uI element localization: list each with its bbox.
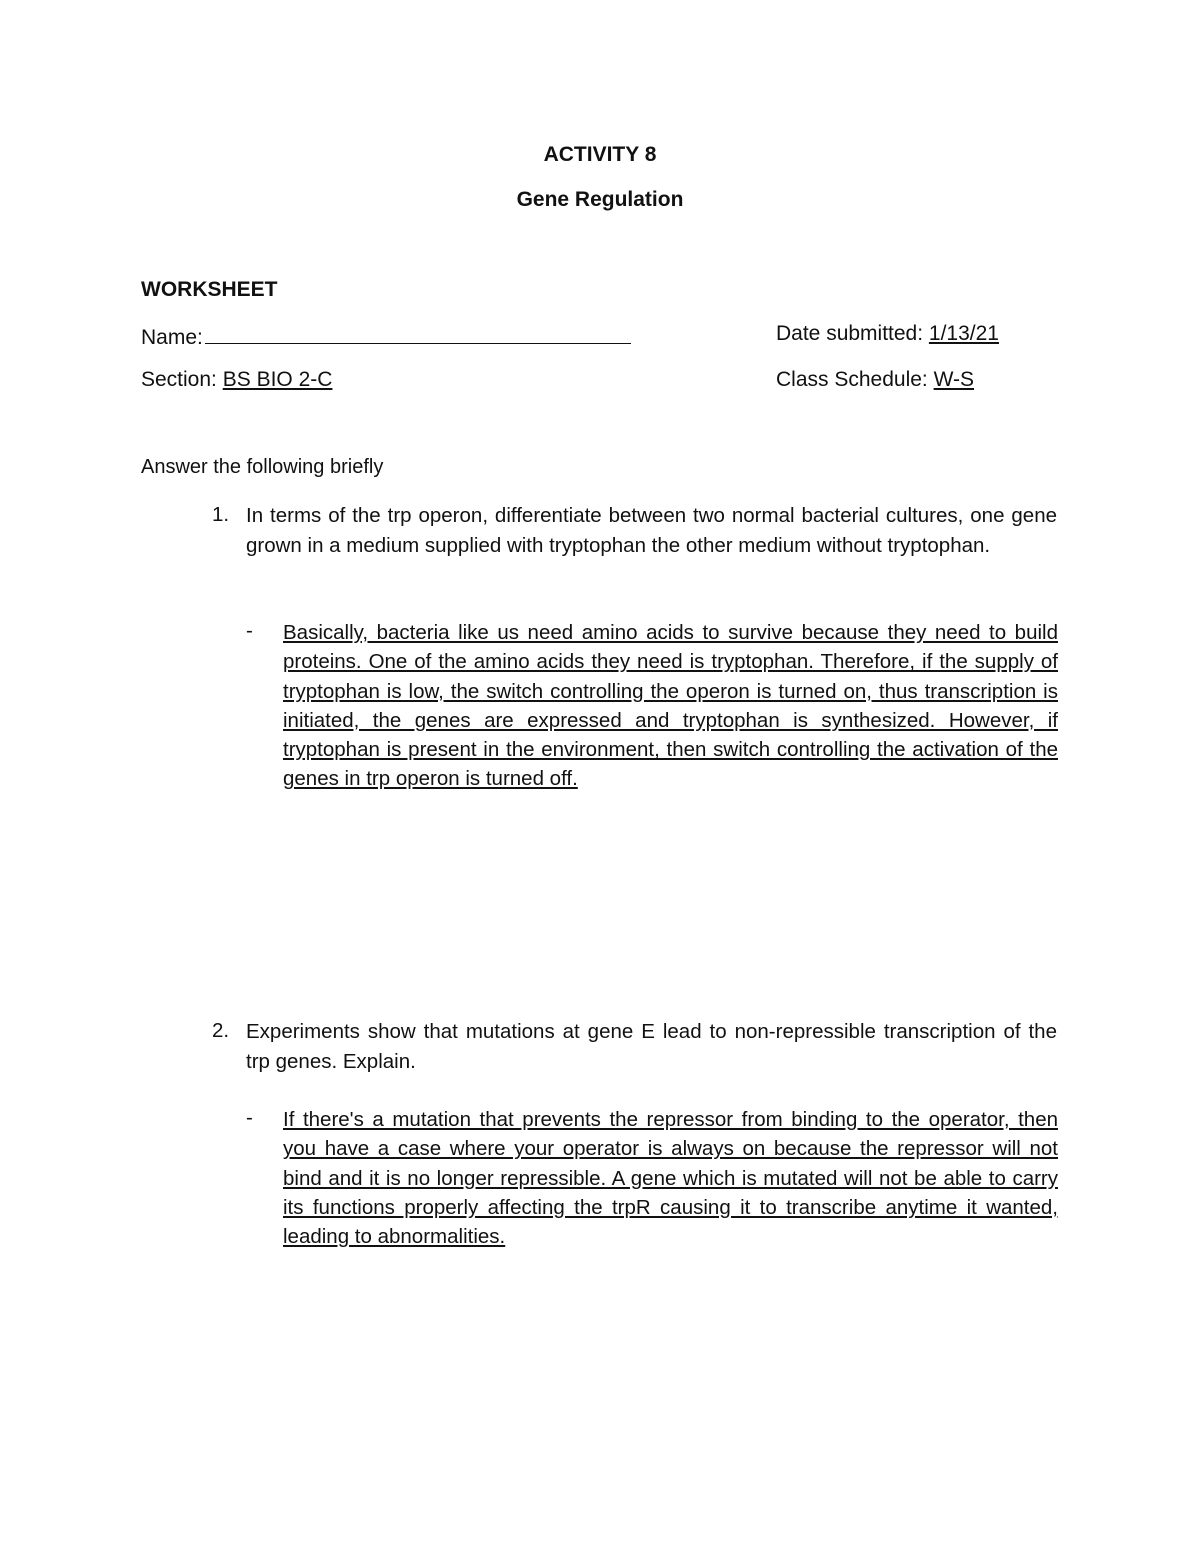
section-value: BS BIO 2-C: [222, 368, 333, 391]
date-value: 1/13/21: [928, 322, 999, 345]
section-field: [141, 368, 332, 392]
schedule-value: W-S: [933, 368, 975, 391]
answer-1-bullet: -: [246, 619, 253, 642]
name-field: [141, 322, 631, 350]
answer-2-bullet: -: [246, 1106, 253, 1129]
activity-title: ACTIVITY 8: [543, 143, 657, 166]
schedule-label: Class Schedule:: [776, 368, 934, 391]
date-field: [776, 322, 999, 346]
instructions: Answer the following briefly: [141, 456, 384, 478]
answer-2-text: If there's a mutation that prevents the repressor from binding to the operator, then you have a case where your operator is always on because the repressor will not bind and it is no longer repressible. A gene which is mutated will not be able to carry its functions properly affecting the trpR causing it to transcribe anytime it wanted, leading to abnormalities.: [283, 1108, 1058, 1249]
question-2-number: 2.: [212, 1019, 230, 1042]
date-label: Date submitted:: [776, 322, 929, 345]
worksheet-heading: WORKSHEET: [141, 278, 278, 301]
question-1-text: In terms of the trp operon, differentiate between two normal bacterial cultures, one gene grown in a medium supplied with tryptophan the other medium without tryptophan.: [246, 504, 1057, 557]
topic-title: Gene Regulation: [516, 188, 684, 211]
question-1-number: 1.: [212, 503, 230, 526]
schedule-field: [776, 368, 974, 392]
answer-1-text: Basically, bacteria like us need amino acids to survive because they need to build proteins. One of the amino acids they need is tryptophan. Therefore, if the supply of tryptophan is low, the switch controlling the operon is turned on, thus transcription is initiated, the genes are expressed and tryptophan is synthesized. However, if tryptophan is present in the environment, then switch controlling the activation of the genes in trp operon is turned off.: [283, 621, 1058, 791]
section-label: Section:: [141, 368, 223, 391]
name-label: Name:: [141, 326, 203, 349]
question-2-text: Experiments show that mutations at gene E lead to non-repressible transcription of the trp genes. Explain.: [246, 1020, 1057, 1073]
name-blank-line: [205, 322, 631, 344]
